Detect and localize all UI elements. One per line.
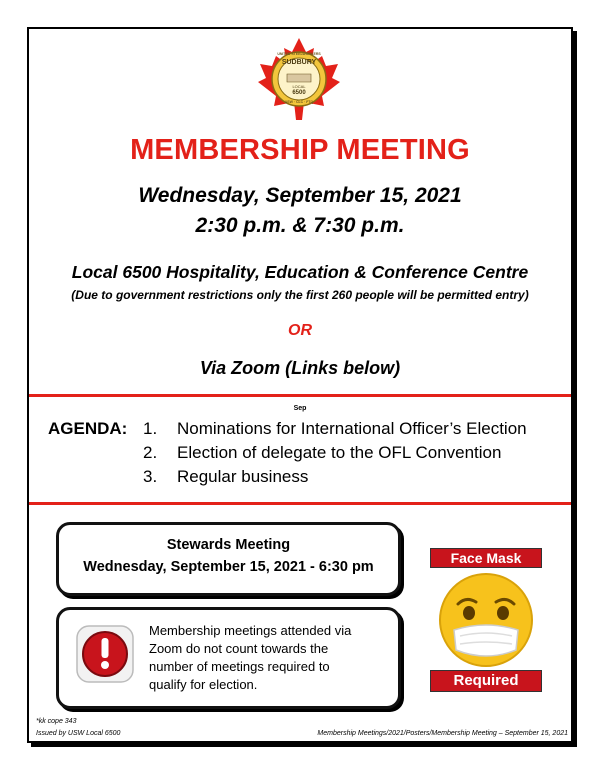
logo-local-label: LOCAL <box>292 84 306 89</box>
face-mask-label: Face Mask <box>450 550 522 566</box>
stewards-title: Stewards Meeting <box>166 537 291 553</box>
agenda-item-number: 2. <box>143 443 158 462</box>
face-mask-sign <box>430 548 542 692</box>
face-mask-banner-bottom <box>430 670 542 692</box>
maple-leaf-seal-icon <box>256 36 342 122</box>
notice-line: Zoom do not count towards the <box>149 641 329 656</box>
divider-bottom <box>29 502 571 505</box>
sep-label: Sep <box>293 405 307 412</box>
agenda-item-text: Regular business <box>177 467 309 486</box>
meeting-venue: Local 6500 Hospitality, Education & Conference Centre <box>71 262 529 282</box>
union-logo <box>256 36 342 122</box>
agenda-item-number: 1. <box>143 419 158 438</box>
attendance-restriction: (Due to government restrictions only the first 260 people will be permitted entry) <box>71 288 529 302</box>
face-mask-banner-top <box>430 548 542 568</box>
agenda-item <box>143 443 501 463</box>
agenda-item-text: Election of delegate to the OFL Convention <box>177 443 502 462</box>
masked-emoji-icon <box>436 570 536 670</box>
or-separator: OR <box>288 322 312 339</box>
logo-city: SUDBURY <box>281 59 317 66</box>
agenda-label: AGENDA: <box>48 419 128 438</box>
page-title: MEMBERSHIP MEETING <box>130 134 470 166</box>
stewards-date: Wednesday, September 15, 2021 - 6:30 pm <box>83 559 374 575</box>
divider-top <box>29 394 571 397</box>
footer-code: *kk cope 343 <box>36 718 77 725</box>
agenda-item <box>143 467 308 487</box>
logo-arc-bottom: USW · CLC · FTQ <box>284 100 314 104</box>
warning-icon <box>75 624 135 684</box>
required-label: Required <box>453 672 519 689</box>
notice-line: qualify for election. <box>149 677 258 692</box>
zoom-notice-box <box>56 607 401 709</box>
meeting-times: 2:30 p.m. & 7:30 p.m. <box>195 214 405 237</box>
stewards-meeting-box <box>56 522 401 596</box>
agenda-item <box>143 419 527 439</box>
zoom-option: Via Zoom (Links below) <box>199 358 401 378</box>
agenda-item-text: Nominations for International Officer’s Election <box>177 419 527 438</box>
logo-local-number: 6500 <box>292 90 306 96</box>
footer-file-path: Membership Meetings/2021/Posters/Membership Meeting – September 15, 2021 <box>317 730 568 737</box>
logo-arc-top: UNITED STEELWORKERS <box>277 52 321 56</box>
notice-text <box>149 622 389 694</box>
agenda-item-number: 3. <box>143 467 158 486</box>
footer-issued: Issued by USW Local 6500 <box>36 730 121 737</box>
notice-line: Membership meetings attended via <box>149 623 352 638</box>
notice-line: number of meetings required to <box>149 659 330 674</box>
meeting-date: Wednesday, September 15, 2021 <box>138 184 462 207</box>
